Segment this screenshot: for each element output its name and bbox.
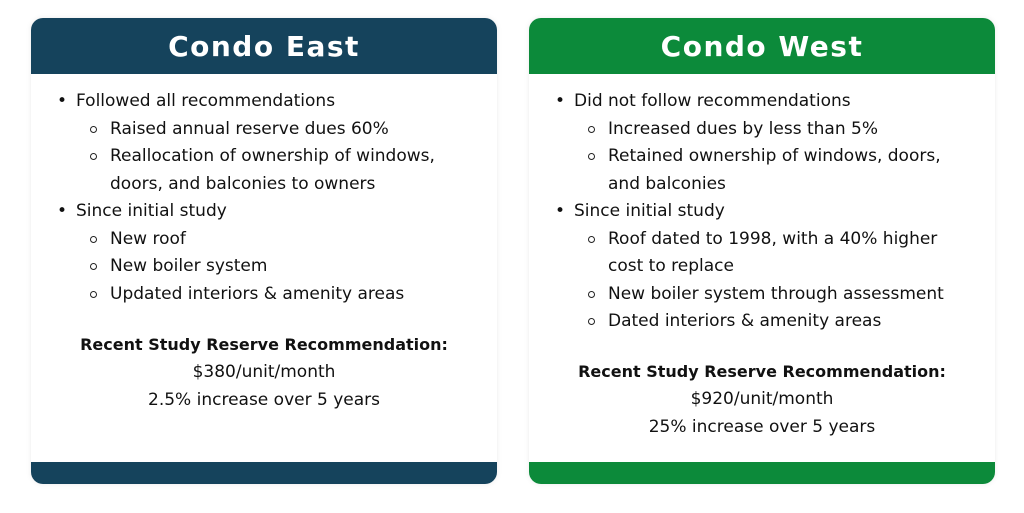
- recommendation-title: Recent Study Reserve Recommendation:: [578, 361, 946, 381]
- condo-east-card: [31, 18, 497, 484]
- sub-list-item: Updated interiors & amenity areas: [76, 281, 497, 309]
- sub-list: [76, 116, 497, 199]
- recommendation-amount: $920/unit/month: [690, 388, 834, 409]
- sub-list-item: New roof: [76, 226, 497, 254]
- sub-list-item: Raised annual reserve dues 60%: [76, 116, 497, 144]
- list-item: [51, 88, 497, 198]
- sub-list-item: Roof dated to 1998, with a 40% higher cost to replace: [574, 226, 953, 281]
- recommendation-increase: 25% increase over 5 years: [648, 416, 876, 437]
- condo-west-card: [529, 18, 995, 484]
- recommendation-increase: 2.5% increase over 5 years: [148, 390, 380, 410]
- sub-list: [574, 116, 995, 199]
- sub-list-item: New boiler system through assessment: [574, 281, 995, 309]
- sub-list: [574, 226, 995, 336]
- condo-west-recommendation: [549, 358, 995, 441]
- sub-list-item: Increased dues by less than 5%: [574, 116, 995, 144]
- condo-east-title: Condo East: [168, 29, 360, 63]
- condo-west-bullet-list: [549, 88, 995, 336]
- condo-west-title: Condo West: [660, 29, 864, 63]
- list-item: [51, 198, 497, 308]
- condo-west-header: [529, 18, 995, 74]
- recommendation-amount: $380/unit/month: [192, 362, 336, 382]
- bullet-text: Since initial study: [76, 201, 227, 221]
- sub-list-item: Retained ownership of windows, doors, and balconies: [574, 143, 953, 198]
- list-item: [549, 88, 995, 198]
- condo-west-footer-bar: [529, 462, 995, 484]
- condo-east-recommendation: [51, 331, 497, 414]
- sub-list-item: Reallocation of ownership of windows, doors, and balconies to owners: [76, 143, 440, 198]
- sub-list-item: New boiler system: [76, 253, 497, 281]
- condo-east-footer-bar: [31, 462, 497, 484]
- list-item: [549, 198, 995, 336]
- sub-list-item: Dated interiors & amenity areas: [574, 308, 995, 336]
- bullet-text: Followed all recommendations: [76, 91, 336, 111]
- bullet-text: Did not follow recommendations: [574, 91, 851, 111]
- condo-east-body: [31, 74, 497, 414]
- condo-east-header: [31, 18, 497, 74]
- condo-east-bullet-list: [51, 88, 497, 308]
- condo-west-body: [529, 74, 995, 441]
- sub-list: [76, 226, 497, 309]
- bullet-text: Since initial study: [574, 201, 725, 221]
- recommendation-title: Recent Study Reserve Recommendation:: [80, 335, 448, 354]
